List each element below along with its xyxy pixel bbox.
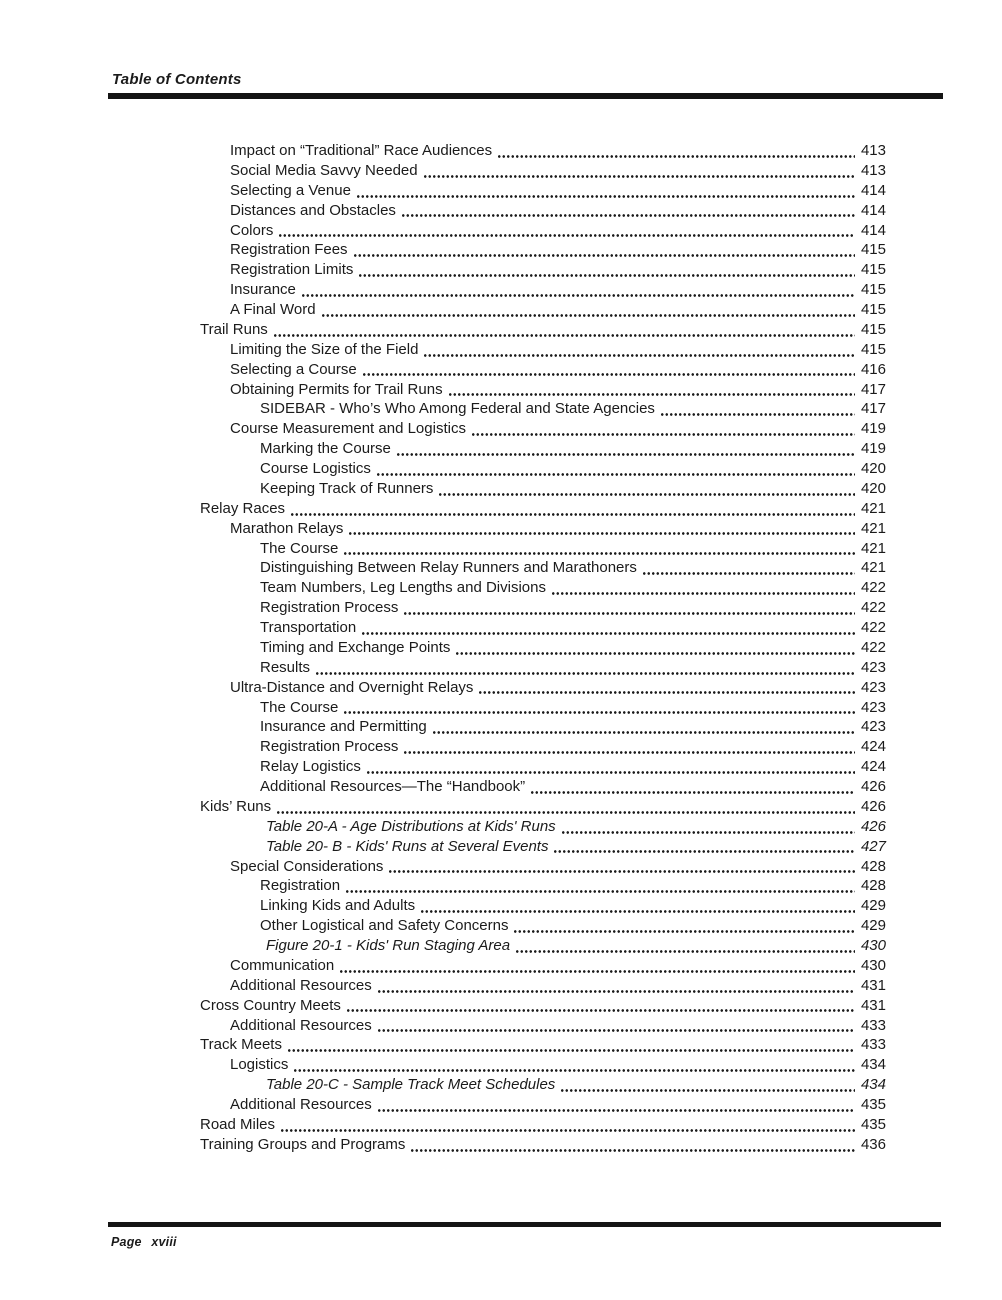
toc-entry-page: 421 [860, 499, 886, 517]
toc-entry-page: 415 [860, 281, 886, 299]
toc-entry-label: Linking Kids and Adults [260, 897, 416, 915]
toc-entry-label: Marathon Relays [230, 519, 344, 537]
toc-entry-label: Impact on “Traditional” Race Audiences [230, 142, 493, 159]
toc-entry-page: 422 [860, 579, 886, 597]
toc-entry [200, 996, 886, 1016]
toc-entry-page: 415 [860, 320, 886, 338]
toc-entry-page: 435 [860, 1096, 886, 1113]
toc-entry [200, 439, 886, 459]
toc-entry [200, 956, 886, 976]
toc-entry-label: Special Considerations [230, 857, 384, 875]
toc-entry [200, 1016, 886, 1036]
dot-leader [343, 698, 855, 718]
dot-leader [530, 777, 855, 797]
dot-leader [273, 320, 855, 340]
toc-entry [200, 916, 886, 936]
toc-entry-label: Transportation [260, 619, 357, 636]
toc-entry [200, 161, 886, 181]
toc-entry [200, 638, 886, 658]
toc-entry-label: Timing and Exchange Points [260, 638, 451, 656]
toc-entry-page: 426 [860, 817, 886, 835]
toc-entry-page: 414 [860, 201, 886, 219]
toc-entry-label: Colors [230, 221, 274, 239]
toc-entry-label: Team Numbers, Leg Lengths and Divisions [260, 579, 546, 597]
toc-entry-label: Ultra-Distance and Overnight Relays [230, 678, 474, 696]
dot-leader [497, 141, 855, 161]
toc-entry [200, 300, 886, 320]
toc-entry-page: 427 [860, 837, 886, 855]
toc-entry [200, 1115, 886, 1135]
toc-entry [200, 320, 886, 340]
toc-entry-label: Distinguishing Between Relay Runners and Marathoners [260, 559, 637, 577]
toc-entry [200, 598, 886, 618]
dot-leader [396, 439, 855, 459]
toc-entry [200, 181, 886, 201]
toc-entry-label: Table 20- B - Kids' Runs at Several Events [266, 837, 549, 855]
toc-entry-page: 424 [860, 758, 886, 776]
toc-entry-page: 421 [860, 559, 886, 577]
dot-leader [403, 598, 855, 618]
dot-leader [455, 638, 855, 658]
dot-leader [362, 360, 855, 380]
toc-entry-page: 415 [860, 261, 886, 279]
toc-entry [200, 777, 886, 797]
toc-entry-page: 434 [860, 1076, 886, 1094]
toc-entry-label: Table 20-C - Sample Track Meet Schedules [266, 1076, 556, 1094]
toc-entry [200, 896, 886, 916]
toc-entry [200, 499, 886, 519]
dot-leader [377, 1016, 855, 1036]
toc-entry-label: Figure 20-1 - Kids' Run Staging Area [266, 937, 511, 954]
toc-entry [200, 399, 886, 419]
toc-entry-page: 420 [860, 479, 886, 497]
toc-entry-label: Registration Process [260, 738, 399, 756]
toc-entry-label: A Final Word [230, 301, 316, 318]
dot-leader [423, 161, 855, 181]
toc-entry [200, 1035, 886, 1055]
toc-entry-page: 426 [860, 797, 886, 815]
toc-entry [200, 737, 886, 757]
toc-entry-page: 431 [860, 976, 886, 994]
toc-entry [200, 876, 886, 896]
toc-entry-page: 415 [860, 340, 886, 358]
toc-entry [200, 260, 886, 280]
dot-leader [315, 658, 855, 678]
dot-leader [471, 419, 855, 439]
dot-leader [366, 757, 855, 777]
toc-entry-label: Logistics [230, 1056, 289, 1074]
toc-entry-page: 434 [860, 1056, 886, 1074]
dot-leader [515, 936, 855, 956]
toc-entry-label: Obtaining Permits for Trail Runs [230, 380, 443, 398]
toc-entry-label: Selecting a Venue [230, 181, 351, 199]
toc-entry-page: 431 [860, 996, 886, 1014]
header-rule [108, 93, 943, 99]
toc-entry-label: Selecting a Course [230, 360, 357, 378]
toc-entry-label: Registration Limits [230, 261, 354, 279]
dot-leader [560, 1075, 855, 1095]
dot-leader [410, 1135, 855, 1155]
dot-leader [321, 300, 855, 320]
toc-entry-label: Marking the Course [260, 440, 391, 458]
toc-entry [200, 380, 886, 400]
toc-entry-page: 413 [860, 161, 886, 179]
dot-leader [293, 1055, 855, 1075]
toc-entry-page: 419 [860, 420, 886, 438]
toc-entry [200, 459, 886, 479]
toc-entry-label: Trail Runs [200, 320, 268, 338]
toc-entry-page: 433 [860, 1036, 886, 1054]
toc-entry [200, 419, 886, 439]
dot-leader [356, 181, 855, 201]
dot-leader [301, 280, 855, 300]
toc-entry-page: 423 [860, 658, 886, 676]
toc-entry-page: 423 [860, 678, 886, 696]
toc-entry-label: Communication [230, 956, 335, 974]
toc-list [200, 141, 886, 1155]
toc-entry [200, 976, 886, 996]
dot-leader [346, 996, 855, 1016]
toc-entry-label: The Course [260, 539, 339, 557]
toc-entry-page: 428 [860, 877, 886, 895]
dot-leader [353, 240, 855, 260]
toc-entry-page: 415 [860, 301, 886, 318]
toc-entry [200, 678, 886, 698]
dot-leader [361, 618, 855, 638]
toc-entry-page: 421 [860, 539, 886, 557]
dot-leader [339, 956, 855, 976]
dot-leader [345, 876, 855, 896]
toc-entry-page: 428 [860, 857, 886, 875]
toc-entry [200, 797, 886, 817]
toc-entry [200, 141, 886, 161]
toc-entry-label: Other Logistical and Safety Concerns [260, 917, 509, 935]
toc-entry-label: Insurance and Permitting [260, 718, 427, 736]
toc-entry-label: Results [260, 658, 311, 676]
dot-leader [376, 459, 855, 479]
footer-page-label: Page xviii [111, 1235, 177, 1249]
dot-leader [403, 737, 855, 757]
toc-entry-page: 414 [860, 181, 886, 199]
toc-entry [200, 658, 886, 678]
toc-entry-page: 417 [860, 380, 886, 398]
toc-entry [200, 280, 886, 300]
toc-entry-page: 420 [860, 460, 886, 477]
toc-entry-label: Additional Resources—The “Handbook” [260, 778, 526, 795]
dot-leader [423, 340, 855, 360]
toc-entry-page: 422 [860, 619, 886, 636]
dot-leader [290, 499, 855, 519]
dot-leader [280, 1115, 855, 1135]
toc-entry-label: Registration [260, 877, 341, 895]
toc-entry [200, 240, 886, 260]
toc-entry [200, 1055, 886, 1075]
toc-entry-label: Road Miles [200, 1115, 276, 1133]
toc-entry-label: Insurance [230, 281, 296, 299]
toc-entry-page: 422 [860, 599, 886, 617]
dot-leader [377, 1095, 855, 1115]
toc-entry-page: 421 [860, 519, 886, 537]
dot-leader [448, 380, 855, 400]
dot-leader [513, 916, 855, 936]
dot-leader [438, 479, 855, 499]
toc-entry-label: Additional Resources [230, 976, 372, 994]
dot-leader [478, 678, 855, 698]
toc-entry-page: 430 [860, 937, 886, 954]
toc-entry-label: Training Groups and Programs [200, 1135, 406, 1153]
toc-entry [200, 578, 886, 598]
dot-leader [642, 558, 855, 578]
toc-entry [200, 698, 886, 718]
toc-entry [200, 837, 886, 857]
toc-entry [200, 936, 886, 956]
toc-entry-page: 422 [860, 638, 886, 656]
toc-entry-label: Course Logistics [260, 460, 371, 477]
toc-entry-page: 430 [860, 956, 886, 974]
toc-entry [200, 479, 886, 499]
dot-leader [551, 578, 855, 598]
toc-entry [200, 221, 886, 241]
toc-entry-page: 417 [860, 400, 886, 418]
dot-leader [432, 717, 855, 737]
toc-entry-label: The Course [260, 698, 339, 716]
toc-entry-label: Registration Fees [230, 241, 348, 259]
toc-entry-label: Registration Process [260, 599, 399, 617]
toc-entry-label: Relay Logistics [260, 758, 361, 776]
dot-leader [348, 519, 855, 539]
toc-entry-label: Relay Races [200, 499, 286, 517]
toc-entry-page: 413 [860, 142, 886, 159]
toc-entry-label: Keeping Track of Runners [260, 479, 434, 497]
toc-entry-page: 435 [860, 1115, 886, 1133]
dot-leader [561, 817, 855, 837]
toc-entry [200, 857, 886, 877]
toc-entry-label: Social Media Savvy Needed [230, 161, 418, 179]
toc-entry [200, 201, 886, 221]
toc-entry [200, 717, 886, 737]
dot-leader [278, 221, 855, 241]
dot-leader [660, 399, 855, 419]
toc-entry [200, 519, 886, 539]
toc-entry-label: Additional Resources [230, 1096, 372, 1113]
toc-entry [200, 558, 886, 578]
toc-entry-label: Table 20-A - Age Distributions at Kids' Runs [266, 817, 556, 835]
dot-leader [343, 539, 855, 559]
toc-entry-page: 436 [860, 1135, 886, 1153]
dot-leader [553, 837, 855, 857]
toc-entry-page: 423 [860, 718, 886, 736]
toc-entry-page: 415 [860, 241, 886, 259]
toc-entry-page: 419 [860, 440, 886, 458]
toc-entry-label: Kids’ Runs [200, 797, 272, 815]
toc-entry-label: Additional Resources [230, 1016, 372, 1034]
toc-entry-page: 429 [860, 917, 886, 935]
toc-entry-label: Distances and Obstacles [230, 201, 396, 219]
toc-entry-page: 414 [860, 221, 886, 239]
toc-entry [200, 340, 886, 360]
toc-entry-label: Course Measurement and Logistics [230, 420, 466, 438]
toc-entry-page: 423 [860, 698, 886, 716]
toc-entry [200, 1075, 886, 1095]
dot-leader [276, 797, 855, 817]
toc-entry [200, 618, 886, 638]
toc-entry [200, 360, 886, 380]
toc-entry-page: 433 [860, 1016, 886, 1034]
dot-leader [388, 857, 855, 877]
dot-leader [358, 260, 855, 280]
toc-entry-page: 426 [860, 778, 886, 795]
dot-leader [287, 1035, 855, 1055]
dot-leader [377, 976, 855, 996]
dot-leader [401, 201, 855, 221]
toc-entry-page: 429 [860, 897, 886, 915]
toc-entry [200, 817, 886, 837]
toc-entry-label: Cross Country Meets [200, 996, 341, 1014]
page-title: Table of Contents [112, 71, 242, 88]
footer-rule [108, 1222, 941, 1227]
toc-entry [200, 757, 886, 777]
toc-entry [200, 539, 886, 559]
toc-entry-label: Track Meets [200, 1036, 282, 1054]
toc-entry-page: 424 [860, 738, 886, 756]
dot-leader [420, 896, 855, 916]
toc-entry [200, 1095, 886, 1115]
toc-entry-label: Limiting the Size of the Field [230, 340, 419, 358]
toc-entry-page: 416 [860, 360, 886, 378]
toc-entry [200, 1135, 886, 1155]
toc-entry-label: SIDEBAR - Who’s Who Among Federal and State Agencies [260, 400, 655, 418]
